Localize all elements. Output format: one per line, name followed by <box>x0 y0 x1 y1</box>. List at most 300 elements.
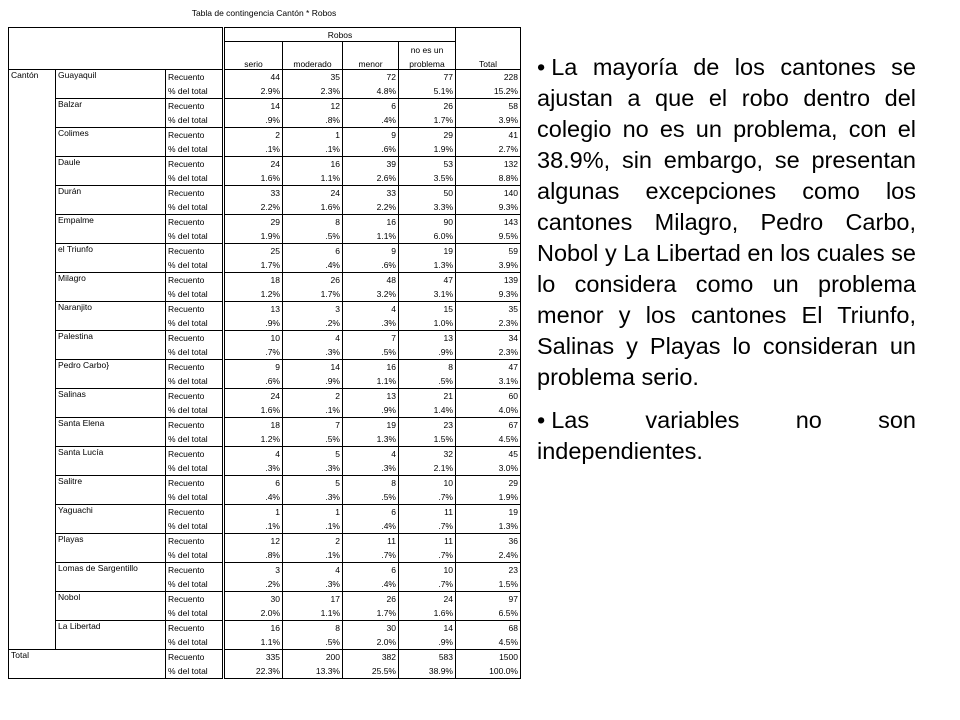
percent-cell: 2.9% <box>224 84 283 99</box>
count-cell: 21 <box>399 389 456 404</box>
stat-label-percent: % del total <box>166 490 224 505</box>
count-cell: 6 <box>343 563 399 578</box>
percent-cell: .9% <box>283 374 343 389</box>
count-cell: 8 <box>399 360 456 375</box>
count-cell: 30 <box>343 621 399 636</box>
table-row <box>9 331 521 346</box>
col-header-menor-top <box>343 42 399 56</box>
percent-cell: 3.1% <box>456 374 521 389</box>
bullet-icon: • <box>537 407 546 433</box>
count-cell: 143 <box>456 215 521 230</box>
count-cell: 23 <box>456 563 521 578</box>
count-cell: 5 <box>283 476 343 491</box>
note-paragraph-2 <box>537 405 916 467</box>
stat-label-percent: % del total <box>166 229 224 244</box>
percent-cell: 2.3% <box>283 84 343 99</box>
percent-cell: 1.3% <box>343 432 399 447</box>
table-row <box>9 186 521 201</box>
percent-cell: .5% <box>343 345 399 360</box>
stat-label-percent: % del total <box>166 461 224 476</box>
col-header-total-top <box>456 42 521 56</box>
count-cell: 35 <box>283 70 343 85</box>
stat-label-count: Recuento <box>166 99 224 114</box>
percent-cell: 9.5% <box>456 229 521 244</box>
table-row <box>9 563 521 578</box>
count-cell: 6 <box>283 244 343 259</box>
percent-cell: 1.6% <box>283 200 343 215</box>
percent-cell: .5% <box>283 432 343 447</box>
count-cell: 3 <box>283 302 343 317</box>
count-cell: 72 <box>343 70 399 85</box>
stat-label-count: Recuento <box>166 128 224 143</box>
count-cell: 1500 <box>456 650 521 665</box>
count-cell: 18 <box>224 418 283 433</box>
count-cell: 13 <box>343 389 399 404</box>
percent-cell: .3% <box>283 490 343 505</box>
count-cell: 67 <box>456 418 521 433</box>
percent-cell: .4% <box>343 577 399 592</box>
count-cell: 24 <box>224 157 283 172</box>
canton-name-palestina: Palestina <box>56 331 166 360</box>
count-cell: 58 <box>456 99 521 114</box>
count-cell: 7 <box>283 418 343 433</box>
stat-label-count: Recuento <box>166 273 224 288</box>
stat-label-percent: % del total <box>166 142 224 157</box>
count-cell: 60 <box>456 389 521 404</box>
stat-label-count: Recuento <box>166 186 224 201</box>
count-cell: 26 <box>399 99 456 114</box>
percent-cell: 25.5% <box>343 664 399 679</box>
percent-cell: .8% <box>224 548 283 563</box>
table-row <box>9 99 521 114</box>
percent-cell: 1.5% <box>399 432 456 447</box>
table-row <box>9 273 521 288</box>
percent-cell: 1.5% <box>456 577 521 592</box>
percent-cell: .9% <box>343 403 399 418</box>
count-cell: 6 <box>343 99 399 114</box>
canton-name-yaguachi: Yaguachi <box>56 505 166 534</box>
count-cell: 19 <box>456 505 521 520</box>
percent-cell: 1.7% <box>224 258 283 273</box>
percent-cell: 1.2% <box>224 287 283 302</box>
canton-name-pedro-carbo: Pedro Carbo} <box>56 360 166 389</box>
count-cell: 1 <box>283 128 343 143</box>
count-cell: 19 <box>399 244 456 259</box>
percent-cell: 4.8% <box>343 84 399 99</box>
table-row <box>9 302 521 317</box>
percent-cell: .1% <box>283 403 343 418</box>
count-cell: 97 <box>456 592 521 607</box>
percent-cell: 9.3% <box>456 200 521 215</box>
count-cell: 9 <box>343 244 399 259</box>
count-cell: 53 <box>399 157 456 172</box>
col-header-total: Total <box>456 55 521 70</box>
col-header-serio-top <box>224 42 283 56</box>
count-cell: 583 <box>399 650 456 665</box>
count-cell: 132 <box>456 157 521 172</box>
stat-label-percent: % del total <box>166 577 224 592</box>
canton-name-balzar: Balzar <box>56 99 166 128</box>
percent-cell: 15.2% <box>456 84 521 99</box>
count-cell: 41 <box>456 128 521 143</box>
count-cell: 12 <box>283 99 343 114</box>
count-cell: 7 <box>343 331 399 346</box>
canton-name-nobol: Nobol <box>56 592 166 621</box>
count-cell: 9 <box>343 128 399 143</box>
count-cell: 25 <box>224 244 283 259</box>
stat-label-percent: % del total <box>166 113 224 128</box>
count-cell: 2 <box>283 534 343 549</box>
count-cell: 29 <box>456 476 521 491</box>
percent-cell: .7% <box>399 490 456 505</box>
count-cell: 4 <box>283 331 343 346</box>
percent-cell: .7% <box>399 577 456 592</box>
percent-cell: 22.3% <box>224 664 283 679</box>
percent-cell: .6% <box>343 142 399 157</box>
count-cell: 140 <box>456 186 521 201</box>
column-variable-header: Robos <box>224 28 456 42</box>
percent-cell: 2.3% <box>456 316 521 331</box>
count-cell: 23 <box>399 418 456 433</box>
percent-cell: 2.0% <box>224 606 283 621</box>
percent-cell: 9.3% <box>456 287 521 302</box>
percent-cell: 3.3% <box>399 200 456 215</box>
percent-cell: 4.5% <box>456 432 521 447</box>
percent-cell: .1% <box>283 142 343 157</box>
count-cell: 18 <box>224 273 283 288</box>
percent-cell: .5% <box>283 229 343 244</box>
percent-cell: 1.1% <box>224 635 283 650</box>
percent-cell: 1.1% <box>343 229 399 244</box>
stat-label-count: Recuento <box>166 157 224 172</box>
table-row <box>9 476 521 491</box>
count-cell: 139 <box>456 273 521 288</box>
percent-cell: 6.0% <box>399 229 456 244</box>
count-cell: 14 <box>399 621 456 636</box>
count-cell: 4 <box>343 447 399 462</box>
percent-cell: .5% <box>399 374 456 389</box>
count-cell: 11 <box>399 505 456 520</box>
percent-cell: 3.1% <box>399 287 456 302</box>
count-cell: 33 <box>343 186 399 201</box>
percent-cell: 4.0% <box>456 403 521 418</box>
count-cell: 26 <box>343 592 399 607</box>
canton-name-daule: Daule <box>56 157 166 186</box>
count-cell: 35 <box>456 302 521 317</box>
count-cell: 47 <box>399 273 456 288</box>
canton-name-salitre: Salitre <box>56 476 166 505</box>
count-cell: 11 <box>343 534 399 549</box>
count-cell: 16 <box>283 157 343 172</box>
percent-cell: .3% <box>283 577 343 592</box>
col-header-moderado-top <box>283 42 343 56</box>
percent-cell: .1% <box>283 548 343 563</box>
percent-cell: 1.9% <box>224 229 283 244</box>
canton-name-el-triunfo: el Triunfo <box>56 244 166 273</box>
count-cell: 10 <box>399 476 456 491</box>
table-row <box>9 157 521 172</box>
table-title: Tabla de contingencia Cantón * Robos <box>191 8 337 18</box>
count-cell: 48 <box>343 273 399 288</box>
canton-name-naranjito: Naranjito <box>56 302 166 331</box>
percent-cell: 1.1% <box>283 606 343 621</box>
count-cell: 16 <box>343 360 399 375</box>
canton-name-la-libertad: La Libertad <box>56 621 166 650</box>
canton-name-lomas-de-sargentillo: Lomas de Sargentillo <box>56 563 166 592</box>
percent-cell: 1.3% <box>399 258 456 273</box>
stat-label-percent: % del total <box>166 287 224 302</box>
table-row <box>9 70 521 85</box>
percent-cell: .1% <box>283 519 343 534</box>
stat-label-count: Recuento <box>166 447 224 462</box>
percent-cell: 3.2% <box>343 287 399 302</box>
header-corner <box>9 28 224 70</box>
stat-label-percent: % del total <box>166 84 224 99</box>
count-cell: 4 <box>283 563 343 578</box>
stat-label-percent: % del total <box>166 403 224 418</box>
percent-cell: 3.9% <box>456 113 521 128</box>
col-header-moderado: moderado <box>283 55 343 70</box>
canton-name-milagro: Milagro <box>56 273 166 302</box>
percent-cell: .3% <box>343 316 399 331</box>
stat-label-percent: % del total <box>166 432 224 447</box>
stat-label-count: Recuento <box>166 476 224 491</box>
percent-cell: 1.7% <box>343 606 399 621</box>
count-cell: 29 <box>224 215 283 230</box>
percent-cell: 2.3% <box>456 345 521 360</box>
canton-name-empalme: Empalme <box>56 215 166 244</box>
percent-cell: .6% <box>343 258 399 273</box>
percent-cell: 2.1% <box>399 461 456 476</box>
percent-cell: 1.6% <box>224 171 283 186</box>
count-cell: 32 <box>399 447 456 462</box>
percent-cell: .6% <box>224 374 283 389</box>
stat-label-count: Recuento <box>166 360 224 375</box>
stat-label-percent: % del total <box>166 548 224 563</box>
percent-cell: 1.7% <box>283 287 343 302</box>
stat-label-count: Recuento <box>166 621 224 636</box>
stat-label-count: Recuento <box>166 302 224 317</box>
percent-cell: .1% <box>224 519 283 534</box>
stat-label-percent: % del total <box>166 606 224 621</box>
percent-cell: 6.5% <box>456 606 521 621</box>
col-header-serio: serio <box>224 55 283 70</box>
note-text-2: Las variables no son independientes. <box>537 407 916 464</box>
count-cell: 5 <box>283 447 343 462</box>
count-cell: 13 <box>224 302 283 317</box>
bullet-icon: • <box>537 54 546 80</box>
percent-cell: 2.0% <box>343 635 399 650</box>
canton-name-durán: Durán <box>56 186 166 215</box>
count-cell: 26 <box>283 273 343 288</box>
count-cell: 4 <box>343 302 399 317</box>
col-header-no-es-un: no es un <box>399 42 456 56</box>
percent-cell: .4% <box>343 113 399 128</box>
count-cell: 8 <box>343 476 399 491</box>
percent-cell: .7% <box>399 519 456 534</box>
count-cell: 4 <box>224 447 283 462</box>
table-row <box>9 592 521 607</box>
stat-label-count: Recuento <box>166 592 224 607</box>
percent-cell: 2.2% <box>224 200 283 215</box>
count-cell: 24 <box>399 592 456 607</box>
percent-cell: .4% <box>343 519 399 534</box>
stat-label-count: Recuento <box>166 244 224 259</box>
count-cell: 228 <box>456 70 521 85</box>
count-cell: 90 <box>399 215 456 230</box>
count-cell: 15 <box>399 302 456 317</box>
table-row <box>9 447 521 462</box>
table-row <box>9 360 521 375</box>
count-cell: 1 <box>224 505 283 520</box>
percent-cell: 2.6% <box>343 171 399 186</box>
percent-cell: .3% <box>343 461 399 476</box>
count-cell: 24 <box>224 389 283 404</box>
count-cell: 8 <box>283 215 343 230</box>
stat-label-percent: % del total <box>166 635 224 650</box>
count-cell: 2 <box>224 128 283 143</box>
stat-label-percent: % del total <box>166 664 224 679</box>
row-variable-label: Cantón <box>9 70 56 650</box>
percent-cell: 38.9% <box>399 664 456 679</box>
count-cell: 335 <box>224 650 283 665</box>
percent-cell: 5.1% <box>399 84 456 99</box>
count-cell: 30 <box>224 592 283 607</box>
stat-label-percent: % del total <box>166 200 224 215</box>
canton-name-colimes: Colimes <box>56 128 166 157</box>
stat-label-count: Recuento <box>166 418 224 433</box>
percent-cell: .7% <box>224 345 283 360</box>
stat-label-percent: % del total <box>166 258 224 273</box>
percent-cell: .2% <box>283 316 343 331</box>
percent-cell: 3.5% <box>399 171 456 186</box>
count-cell: 2 <box>283 389 343 404</box>
stat-label-count: Recuento <box>166 534 224 549</box>
count-cell: 3 <box>224 563 283 578</box>
table-row <box>9 128 521 143</box>
contingency-table <box>8 27 521 679</box>
count-cell: 6 <box>224 476 283 491</box>
percent-cell: 1.9% <box>456 490 521 505</box>
total-row-label: Total <box>9 650 166 679</box>
percent-cell: .7% <box>343 548 399 563</box>
table-row <box>9 389 521 404</box>
percent-cell: .5% <box>283 635 343 650</box>
stat-label-count: Recuento <box>166 650 224 665</box>
stat-label-count: Recuento <box>166 505 224 520</box>
count-cell: 10 <box>224 331 283 346</box>
percent-cell: 1.1% <box>343 374 399 389</box>
percent-cell: .4% <box>283 258 343 273</box>
table-row <box>9 534 521 549</box>
count-cell: 16 <box>224 621 283 636</box>
count-cell: 59 <box>456 244 521 259</box>
count-cell: 9 <box>224 360 283 375</box>
percent-cell: 1.1% <box>283 171 343 186</box>
percent-cell: 2.2% <box>343 200 399 215</box>
count-cell: 200 <box>283 650 343 665</box>
percent-cell: .4% <box>224 490 283 505</box>
percent-cell: 1.7% <box>399 113 456 128</box>
percent-cell: .3% <box>283 345 343 360</box>
count-cell: 45 <box>456 447 521 462</box>
percent-cell: .7% <box>399 548 456 563</box>
stat-label-percent: % del total <box>166 171 224 186</box>
col-header-problema: problema <box>399 55 456 70</box>
canton-name-playas: Playas <box>56 534 166 563</box>
percent-cell: 1.3% <box>456 519 521 534</box>
canton-name-salinas: Salinas <box>56 389 166 418</box>
percent-cell: 2.7% <box>456 142 521 157</box>
count-cell: 6 <box>343 505 399 520</box>
count-cell: 11 <box>399 534 456 549</box>
count-cell: 34 <box>456 331 521 346</box>
count-cell: 17 <box>283 592 343 607</box>
stat-label-percent: % del total <box>166 374 224 389</box>
table-row <box>9 215 521 230</box>
percent-cell: 1.9% <box>399 142 456 157</box>
count-cell: 47 <box>456 360 521 375</box>
count-cell: 382 <box>343 650 399 665</box>
percent-cell: .5% <box>343 490 399 505</box>
count-cell: 1 <box>283 505 343 520</box>
canton-name-guayaquil: Guayaquil <box>56 70 166 99</box>
percent-cell: .2% <box>224 577 283 592</box>
stat-label-count: Recuento <box>166 389 224 404</box>
percent-cell: 1.6% <box>224 403 283 418</box>
count-cell: 77 <box>399 70 456 85</box>
count-cell: 13 <box>399 331 456 346</box>
percent-cell: 1.4% <box>399 403 456 418</box>
percent-cell: .9% <box>224 316 283 331</box>
stat-label-count: Recuento <box>166 70 224 85</box>
col-header-menor: menor <box>343 55 399 70</box>
stat-label-count: Recuento <box>166 215 224 230</box>
count-cell: 8 <box>283 621 343 636</box>
percent-cell: .9% <box>399 635 456 650</box>
percent-cell: .3% <box>283 461 343 476</box>
table-row <box>9 621 521 636</box>
table-row <box>9 650 521 665</box>
percent-cell: 3.0% <box>456 461 521 476</box>
count-cell: 16 <box>343 215 399 230</box>
stat-label-percent: % del total <box>166 316 224 331</box>
stat-label-count: Recuento <box>166 563 224 578</box>
note-paragraph-1 <box>537 52 916 393</box>
table-row <box>9 418 521 433</box>
table-row <box>9 505 521 520</box>
header-blank <box>456 28 521 42</box>
percent-cell: 1.2% <box>224 432 283 447</box>
percent-cell: 2.4% <box>456 548 521 563</box>
percent-cell: .1% <box>224 142 283 157</box>
percent-cell: 1.0% <box>399 316 456 331</box>
percent-cell: 13.3% <box>283 664 343 679</box>
count-cell: 10 <box>399 563 456 578</box>
canton-name-santa-lucía: Santa Lucía <box>56 447 166 476</box>
stat-label-count: Recuento <box>166 331 224 346</box>
count-cell: 12 <box>224 534 283 549</box>
count-cell: 19 <box>343 418 399 433</box>
count-cell: 50 <box>399 186 456 201</box>
percent-cell: 4.5% <box>456 635 521 650</box>
note-text-1: La mayoría de los cantones se ajustan a que el robo dentro del colegio no es un problema, con el 38.9%, sin embargo, se presentan algunas excepciones como los cantones Milagro, Pedro Carbo, Nobol y La Libertad en los cuales se lo considera como un problema menor y los cantones El Triunfo, Salinas y Playas lo consideran un problema serio. <box>537 54 916 390</box>
count-cell: 39 <box>343 157 399 172</box>
count-cell: 14 <box>283 360 343 375</box>
count-cell: 36 <box>456 534 521 549</box>
percent-cell: .8% <box>283 113 343 128</box>
percent-cell: 1.6% <box>399 606 456 621</box>
